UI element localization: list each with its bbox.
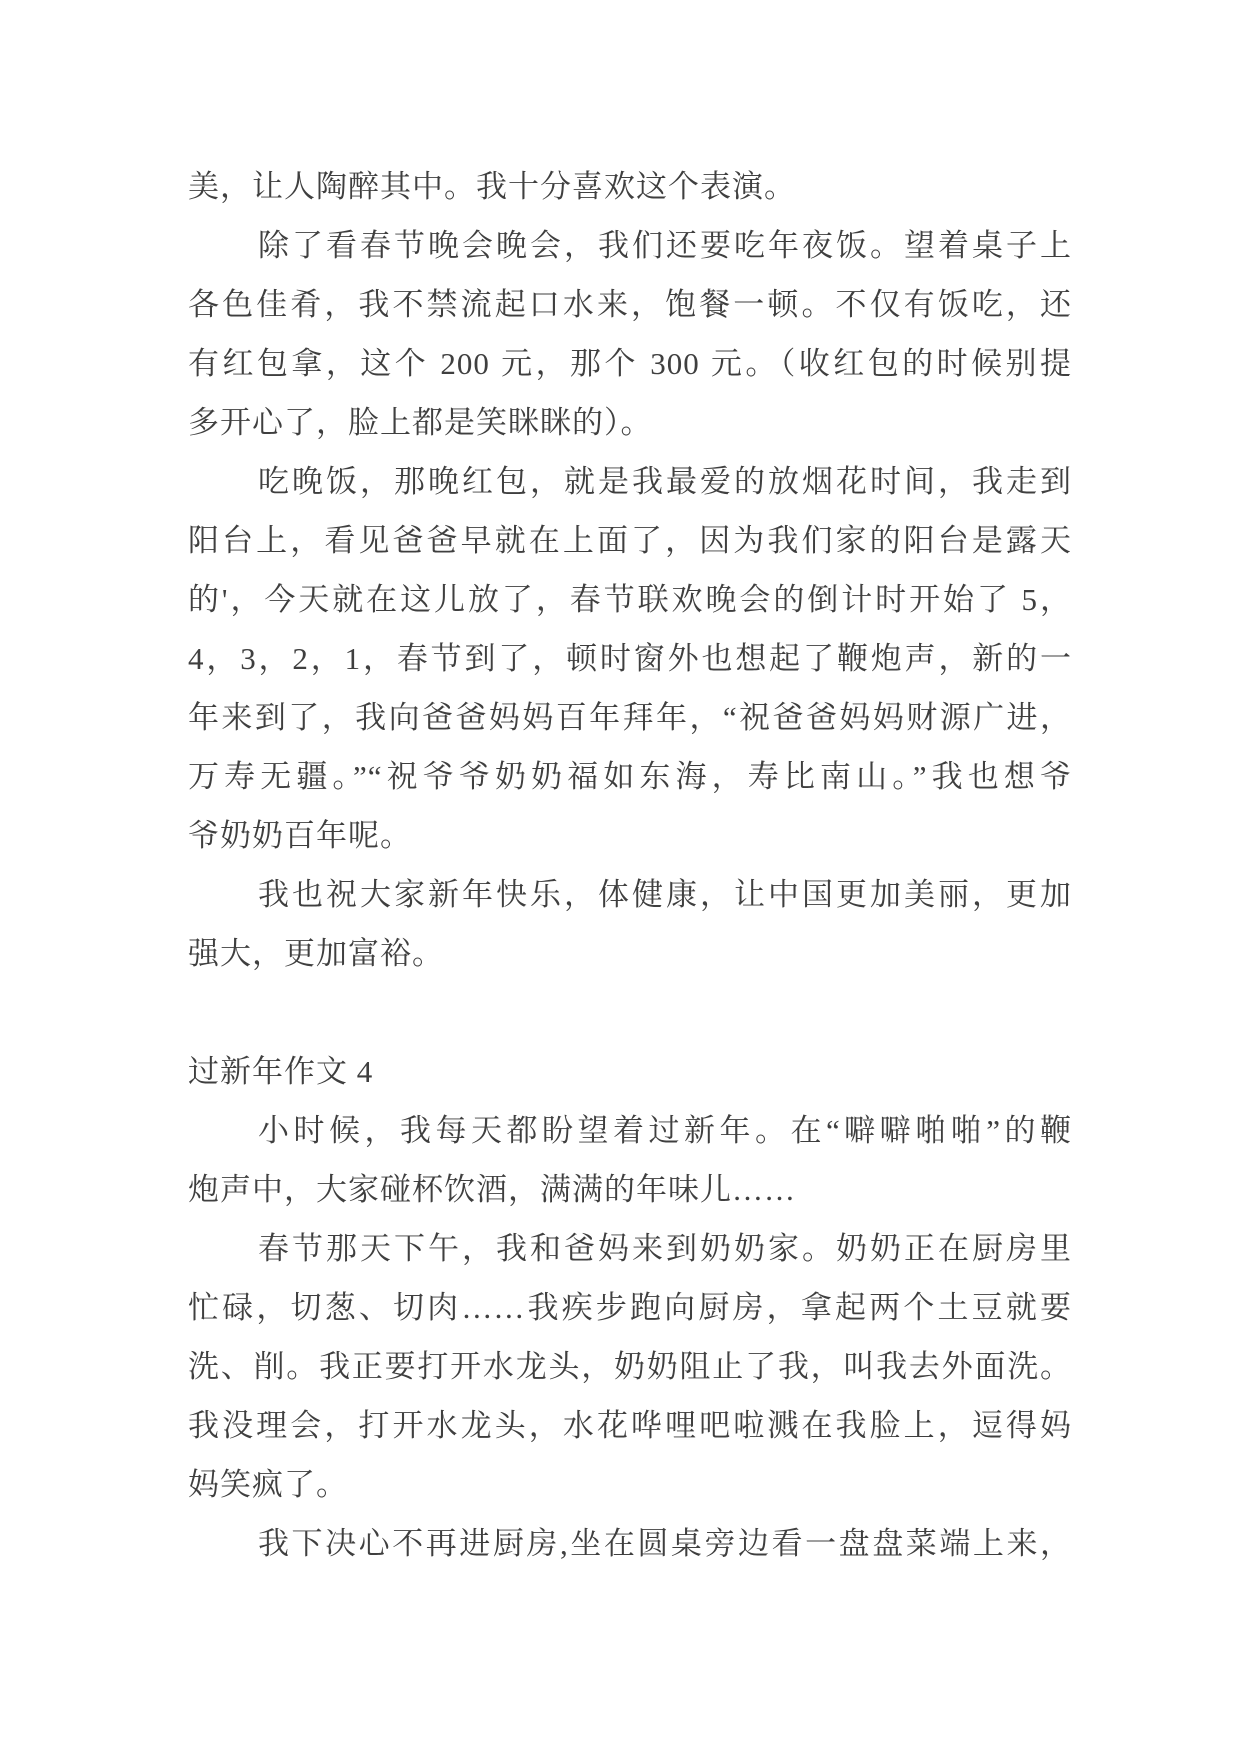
essay-text-line: 吃晚饭，那晚红包，就是我最爱的放烟花时间，我走到	[258, 464, 1072, 499]
essay-text-line: 万寿无疆。”“祝爷爷奶奶福如东海，寿比南山。”我也想爷	[188, 759, 1072, 794]
essay-text-line: 炮声中，大家碰杯饮酒，满满的年味儿……	[188, 1172, 796, 1207]
essay-text-line: 阳台上，看见爸爸早就在上面了，因为我们家的阳台是露天	[188, 523, 1072, 558]
essay-text-line: 小时候，我每天都盼望着过新年。在“噼噼啪啪”的鞭	[258, 1113, 1072, 1148]
essay-text-line: 年来到了，我向爸爸妈妈百年拜年，“祝爸爸妈妈财源广进，	[188, 700, 1072, 735]
document-content	[188, 157, 1072, 1573]
essay-text-line: 有红包拿，这个 200 元，那个 300 元。（收红包的时候别提	[188, 346, 1072, 381]
essay-text-line: 各色佳肴，我不禁流起口水来，饱餐一顿。不仅有饭吃，还	[188, 287, 1072, 322]
essay-text-line: 的'，今天就在这儿放了，春节联欢晚会的倒计时开始了 5，	[188, 582, 1072, 617]
essay-text-line: 美，让人陶醉其中。我十分喜欢这个表演。	[188, 169, 796, 204]
essay-text-line: 洗、削。我正要打开水龙头，奶奶阻止了我，叫我去外面洗。	[188, 1349, 1072, 1384]
essay-text-line: 多开心了，脸上都是笑眯眯的）。	[188, 405, 653, 440]
essay-text-line: 我没理会，打开水龙头，水花哗哩吧啦溅在我脸上，逗得妈	[188, 1408, 1072, 1443]
essay-text-line: 4，3，2，1，春节到了，顿时窗外也想起了鞭炮声，新的一	[188, 641, 1072, 676]
essay-section-heading: 过新年作文 4	[188, 1054, 374, 1089]
essay-text-line: 强大，更加富裕。	[188, 936, 444, 971]
essay-text-line: 忙碌，切葱、切肉……我疾步跑向厨房，拿起两个土豆就要	[188, 1290, 1072, 1325]
essay-text-line: 我下决心不再进厨房,坐在圆桌旁边看一盘盘菜端上来，	[258, 1526, 1072, 1561]
essay-text-line: 爷奶奶百年呢。	[188, 818, 412, 853]
essay-text-line: 春节那天下午，我和爸妈来到奶奶家。奶奶正在厨房里	[258, 1231, 1072, 1266]
essay-text-line: 我也祝大家新年快乐，体健康，让中国更加美丽，更加	[258, 877, 1072, 912]
blank-line	[188, 983, 1072, 1042]
essay-text-line: 除了看春节晚会晚会，我们还要吃年夜饭。望着桌子上	[258, 228, 1072, 263]
essay-text-line: 妈笑疯了。	[188, 1467, 348, 1502]
